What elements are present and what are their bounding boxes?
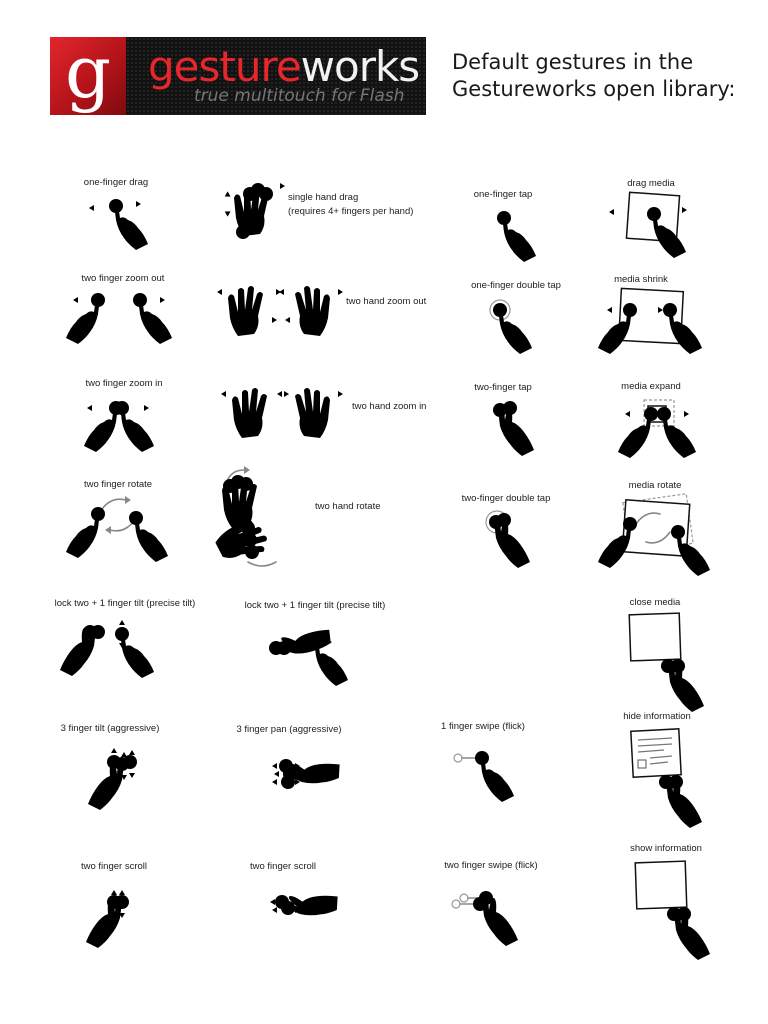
three-finger-tilt-icon	[92, 742, 152, 802]
label-two-finger-tap: two-finger tap	[474, 382, 532, 393]
label-one-finger-swipe: 1 finger swipe (flick)	[441, 721, 525, 732]
label-two-finger-rotate: two finger rotate	[83, 479, 153, 490]
label-two-hand-zoom-out: two hand zoom out	[346, 296, 427, 307]
page-heading	[452, 49, 752, 103]
two-finger-scroll-a-icon	[92, 884, 142, 944]
label-media-shrink: media shrink	[614, 274, 668, 285]
label-two-finger-zoom-in: two finger zoom in	[85, 378, 163, 389]
label-two-finger-swipe: two finger swipe (flick)	[444, 860, 538, 871]
label-two-finger-zoom-out: two finger zoom out	[81, 273, 165, 284]
gestureworks-banner	[50, 30, 426, 115]
one-finger-tap-icon	[494, 210, 544, 260]
lock-tilt-a-icon	[72, 618, 162, 674]
label-lock-tilt-a: lock two + 1 finger tilt (precise tilt)	[54, 598, 196, 609]
two-finger-scroll-b-icon	[254, 892, 324, 928]
heading-line-2: Gestureworks open library:	[452, 77, 736, 101]
brand-part-works: works	[300, 42, 420, 91]
media-shrink-icon	[604, 286, 704, 350]
label-two-finger-scroll-b: two finger scroll	[250, 861, 316, 872]
label-two-hand-zoom-in: two hand zoom in	[352, 401, 427, 412]
brand-name	[148, 43, 419, 91]
brand-part-gesture: gesture	[148, 42, 301, 91]
two-finger-zoom-out-icon	[70, 290, 180, 340]
two-finger-zoom-in-icon	[86, 398, 166, 448]
label-three-finger-pan: 3 finger pan (aggressive)	[236, 724, 342, 735]
label-close-media: close media	[629, 597, 681, 608]
two-finger-rotate-icon	[70, 496, 170, 552]
one-finger-drag-icon	[88, 190, 148, 250]
lock-tilt-b-icon	[246, 634, 346, 674]
label-one-finger-double-tap: one-finger double tap	[471, 280, 561, 291]
label-media-rotate: media rotate	[628, 480, 682, 491]
tagline: true multitouch for Flash	[194, 86, 405, 106]
one-finger-double-tap-icon	[490, 300, 540, 350]
close-media-icon	[628, 610, 708, 700]
two-finger-swipe-icon	[448, 888, 518, 928]
two-hand-zoom-out-icon	[220, 284, 342, 340]
two-finger-tap-icon	[490, 402, 540, 452]
one-finger-swipe-icon	[452, 748, 522, 788]
label-single-hand-drag: single hand drag	[288, 192, 359, 203]
label-drag-media: drag media	[627, 178, 675, 189]
hide-information-icon	[628, 726, 708, 820]
show-information-icon	[632, 858, 712, 948]
label-single-hand-drag-note: (requires 4+ fingers per hand)	[288, 206, 414, 217]
logo-mark	[50, 30, 126, 115]
label-two-finger-scroll-a: two finger scroll	[81, 861, 147, 872]
single-hand-drag-icon	[226, 180, 286, 244]
three-finger-pan-icon	[258, 758, 338, 802]
label-show-information: show information	[630, 843, 702, 854]
label-two-finger-double-tap: two-finger double tap	[461, 493, 551, 504]
media-rotate-icon	[606, 494, 706, 564]
label-lock-tilt-b: lock two + 1 finger tilt (precise tilt)	[244, 600, 386, 611]
label-hide-information: hide information	[623, 711, 691, 722]
two-finger-double-tap-icon	[486, 512, 536, 562]
heading-line-1: Default gestures in the	[452, 50, 694, 74]
label-media-expand: media expand	[621, 381, 681, 392]
media-expand-icon	[618, 396, 698, 452]
drag-media-icon	[612, 190, 692, 250]
label-two-hand-rotate: two hand rotate	[315, 501, 381, 512]
label-one-finger-tap: one-finger tap	[473, 189, 533, 200]
two-hand-rotate-icon	[218, 468, 318, 574]
label-one-finger-drag: one-finger drag	[83, 177, 149, 188]
label-three-finger-tilt: 3 finger tilt (aggressive)	[60, 723, 160, 734]
two-hand-zoom-in-icon	[222, 386, 346, 442]
logo-letter: g	[64, 30, 112, 114]
